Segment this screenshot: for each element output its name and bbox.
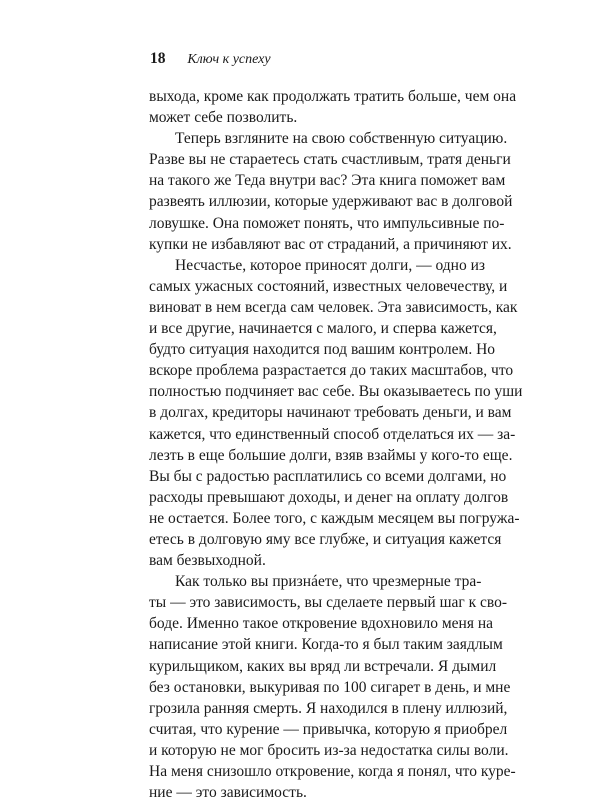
text-line: ловушке. Она поможет понять, что импульсивные по- bbox=[149, 214, 505, 232]
running-title: Ключ к успеху bbox=[187, 52, 271, 67]
text-line: развеять иллюзии, которые удерживают вас в долговой bbox=[149, 193, 513, 211]
text-line: не остается. Более того, с каждым месяцем вы погружа- bbox=[149, 509, 520, 527]
text-line: вам безвыходной. bbox=[149, 552, 266, 570]
text-line: курильщиком, каких вы вряд ли встречали. Я дымил bbox=[149, 657, 497, 675]
running-header bbox=[150, 49, 271, 70]
page-number: 18 bbox=[150, 50, 166, 67]
text-line: считая, что курение — привычка, которую я приобрел bbox=[149, 720, 508, 738]
text-line: Разве вы не стараетесь стать счастливым, тратя деньги bbox=[149, 151, 511, 169]
body-text bbox=[149, 86, 523, 803]
text-line: Несчастье, которое приносят долги, — одно из bbox=[175, 256, 486, 274]
text-line: вскоре проблема разрастается до таких масштабов, что bbox=[149, 362, 514, 380]
text-line: Как только вы признáете, что чрезмерные тра- bbox=[175, 573, 482, 591]
text-line: расходы превышают доходы, и денег на оплату долгов bbox=[149, 488, 509, 506]
text-line: и все другие, начинается с малого, и сперва кажется, bbox=[149, 320, 497, 338]
text-line: самых ужасных состояний, известных человечеству, и bbox=[149, 277, 508, 295]
text-line: Вы бы с радостью расплатились со всеми долгами, но bbox=[149, 467, 507, 485]
text-line: Теперь взгляните на свою собственную ситуацию. bbox=[175, 130, 508, 148]
text-line: в долгах, кредиторы начинают требовать деньги, и вам bbox=[149, 404, 512, 422]
text-line: ние — это зависимость. bbox=[149, 784, 307, 802]
text-line: ты — это зависимость, вы сделаете первый шаг к сво- bbox=[149, 594, 508, 612]
text-line: грозила ранняя смерть. Я находился в плену иллюзий, bbox=[149, 699, 508, 717]
text-line: и которую не мог бросить из-за недостатка силы воли. bbox=[149, 741, 509, 759]
text-line: может себе позволить. bbox=[149, 109, 298, 127]
text-line: боде. Именно такое откровение вдохновило меня на bbox=[149, 615, 493, 633]
text-line: полностью подчиняет вас себе. Вы оказываетесь по уши bbox=[149, 383, 523, 401]
text-line: на такого же Теда внутри вас? Эта книга поможет вам bbox=[149, 172, 506, 190]
text-line: написание этой книги. Когда-то я был таким заядлым bbox=[149, 636, 503, 654]
text-line: кажется, что единственный способ отделаться их — за- bbox=[149, 425, 516, 443]
text-line: виноват в нем всегда сам человек. Эта зависимость, как bbox=[149, 298, 518, 316]
text-line: выхода, кроме как продолжать тратить больше, чем она bbox=[149, 88, 517, 105]
text-line: лезть в еще большие долги, взяв взаймы у кого-то еще. bbox=[149, 446, 513, 464]
text-line: купки не избавляют вас от страданий, а причиняют их. bbox=[149, 235, 512, 253]
text-line: На меня снизошло откровение, когда я понял, что куре- bbox=[149, 763, 516, 780]
text-line: етесь в долговую яму все глубже, и ситуация кажется bbox=[149, 530, 502, 548]
text-line: будто ситуация находится под вашим контролем. Но bbox=[149, 341, 496, 359]
text-line: без остановки, выкуривая по 100 сигарет в день, и мне bbox=[149, 678, 511, 696]
